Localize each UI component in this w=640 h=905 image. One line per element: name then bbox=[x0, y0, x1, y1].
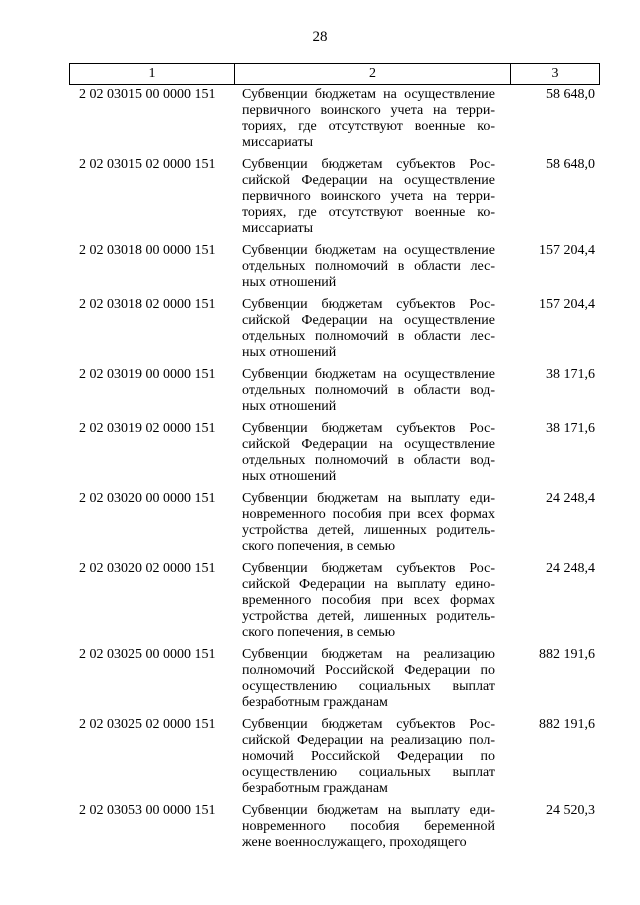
table-row bbox=[69, 490, 600, 555]
description-line: новременного пособия при всех формах bbox=[242, 507, 495, 522]
budget-code: 2 02 03019 00 0000 151 bbox=[79, 367, 216, 382]
description-line: отдельных полномочий в области лес- bbox=[242, 329, 495, 344]
description-line: сийской Федерации на осуществление bbox=[242, 437, 495, 452]
description-line: Субвенции бюджетам на выплату еди- bbox=[242, 491, 495, 506]
row-description bbox=[234, 646, 510, 711]
description-line: устройства детей, лишенных родитель- bbox=[242, 523, 495, 538]
amount: 24 248,4 bbox=[546, 491, 595, 506]
description-line: ториях, где отсутствуют военные ко- bbox=[242, 205, 495, 220]
amount: 882 191,6 bbox=[539, 717, 595, 732]
description-line: номочий Российской Федерации по bbox=[242, 749, 495, 764]
table-row bbox=[69, 86, 600, 151]
description-line: устройства детей, лишенных родитель- bbox=[242, 609, 495, 624]
budget-code: 2 02 03020 02 0000 151 bbox=[79, 561, 216, 576]
description-line: миссариаты bbox=[242, 135, 314, 150]
budget-code: 2 02 03018 02 0000 151 bbox=[79, 297, 216, 312]
description-line: сийской Федерации на осуществление bbox=[242, 173, 495, 188]
amount: 882 191,6 bbox=[539, 647, 595, 662]
description-line: осуществлению социальных выплат bbox=[242, 679, 495, 694]
budget-code: 2 02 03025 02 0000 151 bbox=[79, 717, 216, 732]
table-row bbox=[69, 716, 600, 797]
description-line: сийской Федерации на реализацию пол- bbox=[242, 733, 495, 748]
budget-code: 2 02 03025 00 0000 151 bbox=[79, 647, 216, 662]
description-line: сийской Федерации на выплату едино- bbox=[242, 577, 495, 592]
amount: 38 171,6 bbox=[546, 367, 595, 382]
header-col-2: 2 bbox=[235, 64, 511, 84]
row-description bbox=[234, 716, 510, 797]
description-line: отдельных полномочий в области лес- bbox=[242, 259, 495, 274]
header-col-1: 1 bbox=[70, 64, 235, 84]
description-line: безработным гражданам bbox=[242, 781, 388, 796]
description-line: сийской Федерации на осуществление bbox=[242, 313, 495, 328]
table-body bbox=[69, 86, 600, 856]
row-description bbox=[234, 296, 510, 361]
budget-code: 2 02 03015 02 0000 151 bbox=[79, 157, 216, 172]
amount: 157 204,4 bbox=[539, 297, 595, 312]
description-line: ского попечения, в семью bbox=[242, 539, 396, 554]
description-line: Субвенции бюджетам субъектов Рос- bbox=[242, 717, 495, 732]
budget-code: 2 02 03018 00 0000 151 bbox=[79, 243, 216, 258]
row-description bbox=[234, 242, 510, 291]
row-description bbox=[234, 802, 510, 851]
row-description bbox=[234, 156, 510, 237]
description-line: Субвенции бюджетам на осуществление bbox=[242, 87, 495, 102]
description-line: ториях, где отсутствуют военные ко- bbox=[242, 119, 495, 134]
row-description bbox=[234, 420, 510, 485]
description-line: ных отношений bbox=[242, 345, 337, 360]
description-line: ных отношений bbox=[242, 275, 337, 290]
table-row bbox=[69, 802, 600, 851]
description-line: отдельных полномочий в области вод- bbox=[242, 383, 495, 398]
description-line: Субвенции бюджетам субъектов Рос- bbox=[242, 297, 495, 312]
budget-code: 2 02 03053 00 0000 151 bbox=[79, 803, 216, 818]
description-line: миссариаты bbox=[242, 221, 314, 236]
budget-code: 2 02 03019 02 0000 151 bbox=[79, 421, 216, 436]
amount: 24 248,4 bbox=[546, 561, 595, 576]
description-line: безработным гражданам bbox=[242, 695, 388, 710]
row-description bbox=[234, 366, 510, 415]
table-row bbox=[69, 646, 600, 711]
description-line: осуществлению социальных выплат bbox=[242, 765, 495, 780]
table-row bbox=[69, 242, 600, 291]
amount: 157 204,4 bbox=[539, 243, 595, 258]
row-description bbox=[234, 86, 510, 151]
amount: 24 520,3 bbox=[546, 803, 595, 818]
description-line: жене военнослужащего, проходящего bbox=[242, 835, 467, 850]
table-row bbox=[69, 366, 600, 415]
amount: 58 648,0 bbox=[546, 87, 595, 102]
row-description bbox=[234, 560, 510, 641]
header-col-3: 3 bbox=[551, 66, 559, 81]
amount: 58 648,0 bbox=[546, 157, 595, 172]
budget-code: 2 02 03015 00 0000 151 bbox=[79, 87, 216, 102]
description-line: ных отношений bbox=[242, 399, 337, 414]
row-description bbox=[234, 490, 510, 555]
description-line: Субвенции бюджетам на реализацию bbox=[242, 647, 495, 662]
table-row bbox=[69, 560, 600, 641]
budget-code: 2 02 03020 00 0000 151 bbox=[79, 491, 216, 506]
description-line: новременного пособия беременной bbox=[242, 819, 495, 834]
description-line: первичного воинского учета на терри- bbox=[242, 103, 495, 118]
table-row bbox=[69, 296, 600, 361]
table-row bbox=[69, 420, 600, 485]
page-number: 28 bbox=[312, 29, 328, 45]
table-header bbox=[69, 63, 600, 85]
amount: 38 171,6 bbox=[546, 421, 595, 436]
description-line: отдельных полномочий в области вод- bbox=[242, 453, 495, 468]
description-line: Субвенции бюджетам субъектов Рос- bbox=[242, 561, 495, 576]
description-line: Субвенции бюджетам субъектов Рос- bbox=[242, 157, 495, 172]
description-line: временного пособия при всех формах bbox=[242, 593, 495, 608]
table-row bbox=[69, 156, 600, 237]
description-line: Субвенции бюджетам субъектов Рос- bbox=[242, 421, 495, 436]
description-line: Субвенции бюджетам на выплату еди- bbox=[242, 803, 495, 818]
description-line: ных отношений bbox=[242, 469, 337, 484]
description-line: первичного воинского учета на терри- bbox=[242, 189, 495, 204]
description-line: Субвенции бюджетам на осуществление bbox=[242, 243, 495, 258]
description-line: Субвенции бюджетам на осуществление bbox=[242, 367, 495, 382]
description-line: полномочий Российской Федерации по bbox=[242, 663, 495, 678]
description-line: ского попечения, в семью bbox=[242, 625, 396, 640]
